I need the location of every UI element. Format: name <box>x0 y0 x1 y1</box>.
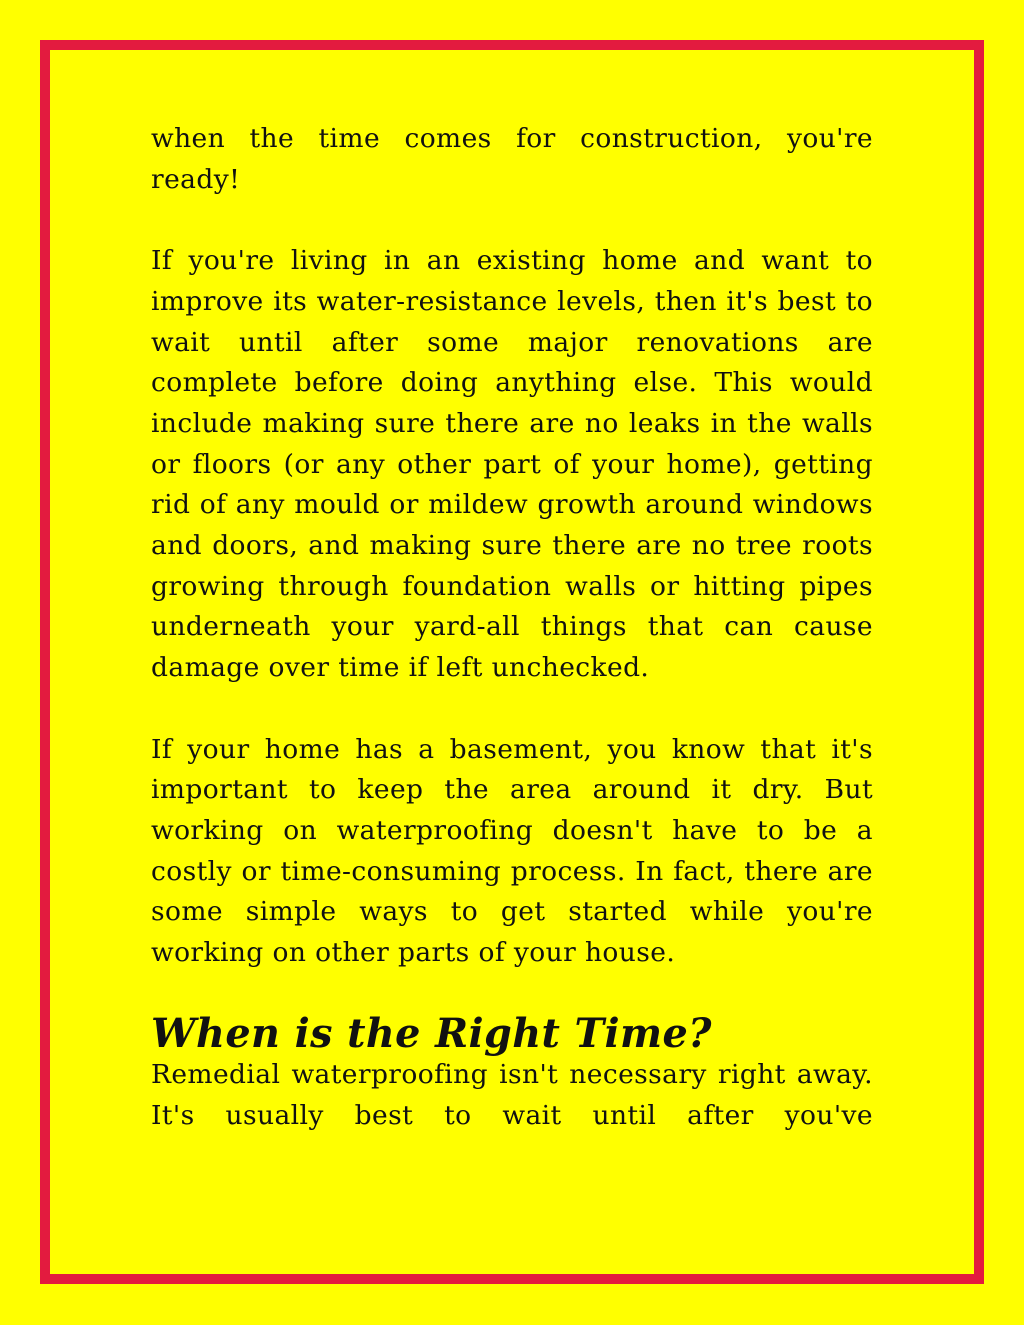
paragraph-intro: when the time comes for construction, you're ready! <box>151 123 873 195</box>
document-body <box>151 119 873 1137</box>
paragraph-existing-home: If you're living in an existing home and want to improve its water-resistance levels, then it's best to wait until after some major renovations are complete before doing anything else. This would include making sure there are no leaks in the walls or floors (or any other part of your home), getting rid of any mould or mildew growth around windows and doors, and making sure there are no tree roots growing through foundation walls or hitting pipes underneath your yard-all things that can cause damage over time if left unchecked. <box>151 245 873 684</box>
paragraph-basement: If your home has a basement, you know that it's important to keep the area around it dry. But working on waterproofing doesn't have to be a costly or time-consuming process. In fact, there are some simple ways to get started while you're working on other parts of your house. <box>151 733 873 969</box>
section-heading: When is the Right Time? <box>151 1011 712 1058</box>
paragraph-remedial: Remedial waterproofing isn't necessary right away. It's usually best to wait until after you've <box>151 1059 873 1131</box>
